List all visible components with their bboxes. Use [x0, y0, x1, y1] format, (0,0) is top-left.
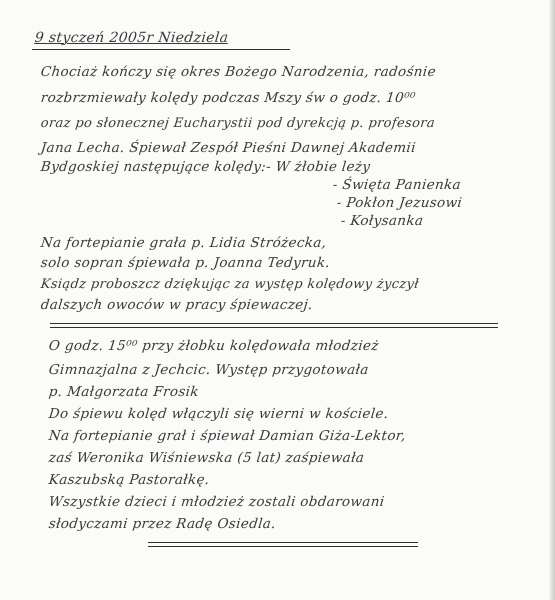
text-line: Na fortepianie grał i śpiewał Damian Giża-Lektor,	[48, 428, 407, 444]
carol-item: - Pokłon Jezusowi	[336, 195, 463, 211]
text-line: O godz. 15⁰⁰ przy żłobku kolędowała młodzież	[48, 338, 380, 354]
header-underline	[32, 49, 290, 50]
text-line: Bydgoskiej następujące kolędy:- W żłobie leży	[40, 159, 372, 175]
text-line: oraz po słonecznej Eucharystii pod dyrekcją p. profesora	[40, 116, 436, 131]
text-line: dalszych owoców w pracy śpiewaczej.	[40, 297, 314, 313]
text-line: Gimnazjalna z Jechcic. Występ przygotowała	[48, 362, 370, 378]
text-line: Ksiądz proboszcz dziękując za występ kolędowy życzył	[40, 277, 420, 292]
text-line: Jana Lecha. Śpiewał Zespół Pieśni Dawnej Akademii	[40, 140, 417, 156]
carol-item: - Święta Panienka	[332, 177, 462, 193]
page-edge-shadow	[549, 0, 555, 600]
text-line: Na fortepianie grała p. Lidia Stróżecka,	[40, 235, 328, 251]
closing-separator	[148, 542, 418, 547]
text-line: Do śpiewu kolęd włączyli się wierni w kościele.	[48, 406, 390, 422]
text-line: Wszystkie dzieci i młodzież zostali obdarowani	[48, 494, 386, 510]
text-line: słodyczami przez Radę Osiedla.	[48, 516, 277, 532]
text-line: p. Małgorzata Frosik	[48, 384, 200, 400]
text-line: Chociaż kończy się okres Bożego Narodzenia, radośnie	[40, 64, 437, 80]
text-line: solo sopran śpiewała p. Joanna Tedyruk.	[40, 255, 331, 271]
section-separator	[50, 323, 498, 328]
carol-item: - Kołysanka	[340, 213, 425, 229]
text-line: rozbrzmiewały kolędy podczas Mszy św o godz. 10⁰⁰	[40, 90, 417, 106]
text-line: Kaszubską Pastorałkę.	[48, 472, 211, 488]
entry-header: 9 styczeń 2005r Niedziela	[34, 30, 230, 46]
text-line: zaś Weronika Wiśniewska (5 lat) zaśpiewała	[48, 450, 366, 466]
